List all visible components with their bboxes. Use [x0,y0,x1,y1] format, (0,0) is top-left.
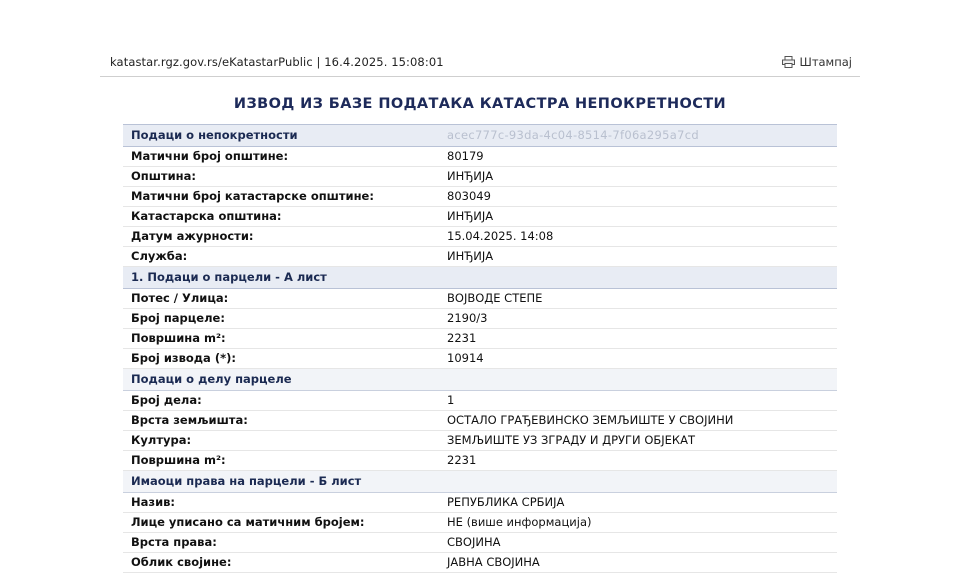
section-uuid: acec777c-93da-4c04-8514-7f06a295a7cd [439,125,837,147]
row-key: Број извода (*): [123,349,439,369]
subsection-value [439,471,837,493]
table-row [123,147,837,167]
row-key: Датум ажурности: [123,227,439,247]
row-value: 10914 [439,349,837,369]
section-label: Подаци о непокретности [123,125,439,147]
table-row [123,309,837,329]
table-row [123,391,837,411]
row-value: 1 [439,391,837,411]
row-value: ИНЂИЈА [439,247,837,267]
row-value: 803049 [439,187,837,207]
table-row [123,553,837,573]
row-value: ВОЈВОДЕ СТЕПЕ [439,289,837,309]
document-viewport [100,47,860,569]
row-key: Општина: [123,167,439,187]
section-label: 1. Подаци о парцели - А лист [123,267,439,289]
row-value: СВОЈИНА [439,533,837,553]
row-value: ИНЂИЈА [439,207,837,227]
row-value: 2231 [439,329,837,349]
row-value: 2190/3 [439,309,837,329]
row-value: 2231 [439,451,837,471]
row-value: 15.04.2025. 14:08 [439,227,837,247]
row-value: ИНЂИЈА [439,167,837,187]
table-row [123,289,837,309]
row-key: Врста права: [123,533,439,553]
row-key: Катастарска општина: [123,207,439,227]
url-and-timestamp: katastar.rgz.gov.rs/eKatastarPublic | 16.4.2025. 15:08:01 [110,54,444,69]
section-header-row [123,267,837,289]
table-row [123,349,837,369]
subsection-header-row [123,471,837,493]
subsection-label: Подаци о делу парцеле [123,369,439,391]
table-row [123,187,837,207]
printer-icon [782,56,795,68]
subsection-label: Имаоци права на парцели - Б лист [123,471,439,493]
page-title: ИЗВОД ИЗ БАЗЕ ПОДАТАКА КАТАСТРА НЕПОКРЕТНОСТИ [233,96,727,112]
table-row [123,167,837,187]
row-key: Површина m²: [123,329,439,349]
row-value: 80179 [439,147,837,167]
row-key: Потес / Улица: [123,289,439,309]
row-key: Лице уписано са матичним бројем: [123,513,439,533]
row-key: Површина m²: [123,451,439,471]
table-row [123,329,837,349]
table-row [123,451,837,471]
table-row [123,431,837,451]
row-key: Врста земљишта: [123,411,439,431]
row-key: Облик својине: [123,553,439,573]
table-row [123,247,837,267]
table-row [123,513,837,533]
subsection-value [439,369,837,391]
row-value: ОСТАЛО ГРАЂЕВИНСКО ЗЕМЉИШТЕ У СВОЈИНИ [439,411,837,431]
row-key: Служба: [123,247,439,267]
subsection-header-row [123,369,837,391]
row-key: Матични број општине: [123,147,439,167]
row-value: ЗЕМЉИШТЕ УЗ ЗГРАДУ И ДРУГИ ОБЈЕКАТ [439,431,837,451]
table-body [123,125,837,573]
table-row [123,227,837,247]
row-key: Матични број катастарске општине: [123,187,439,207]
browser-print-header [100,47,860,77]
table-row [123,533,837,553]
section-uuid [439,267,837,289]
row-key: Назив: [123,493,439,513]
table-row [123,411,837,431]
cadastre-data-table [123,124,837,573]
row-key: Број дела: [123,391,439,411]
row-value: ЈАВНА СВОЈИНА [439,553,837,573]
row-value: РЕПУБЛИКА СРБИЈА [439,493,837,513]
table-row [123,207,837,227]
row-value-registered-flag[interactable]: НЕ (више информација) [439,513,837,533]
print-label: Штампај [799,54,852,69]
row-key: Број парцеле: [123,309,439,329]
section-header-row [123,125,837,147]
table-row [123,493,837,513]
row-key: Култура: [123,431,439,451]
print-button[interactable] [782,55,852,69]
